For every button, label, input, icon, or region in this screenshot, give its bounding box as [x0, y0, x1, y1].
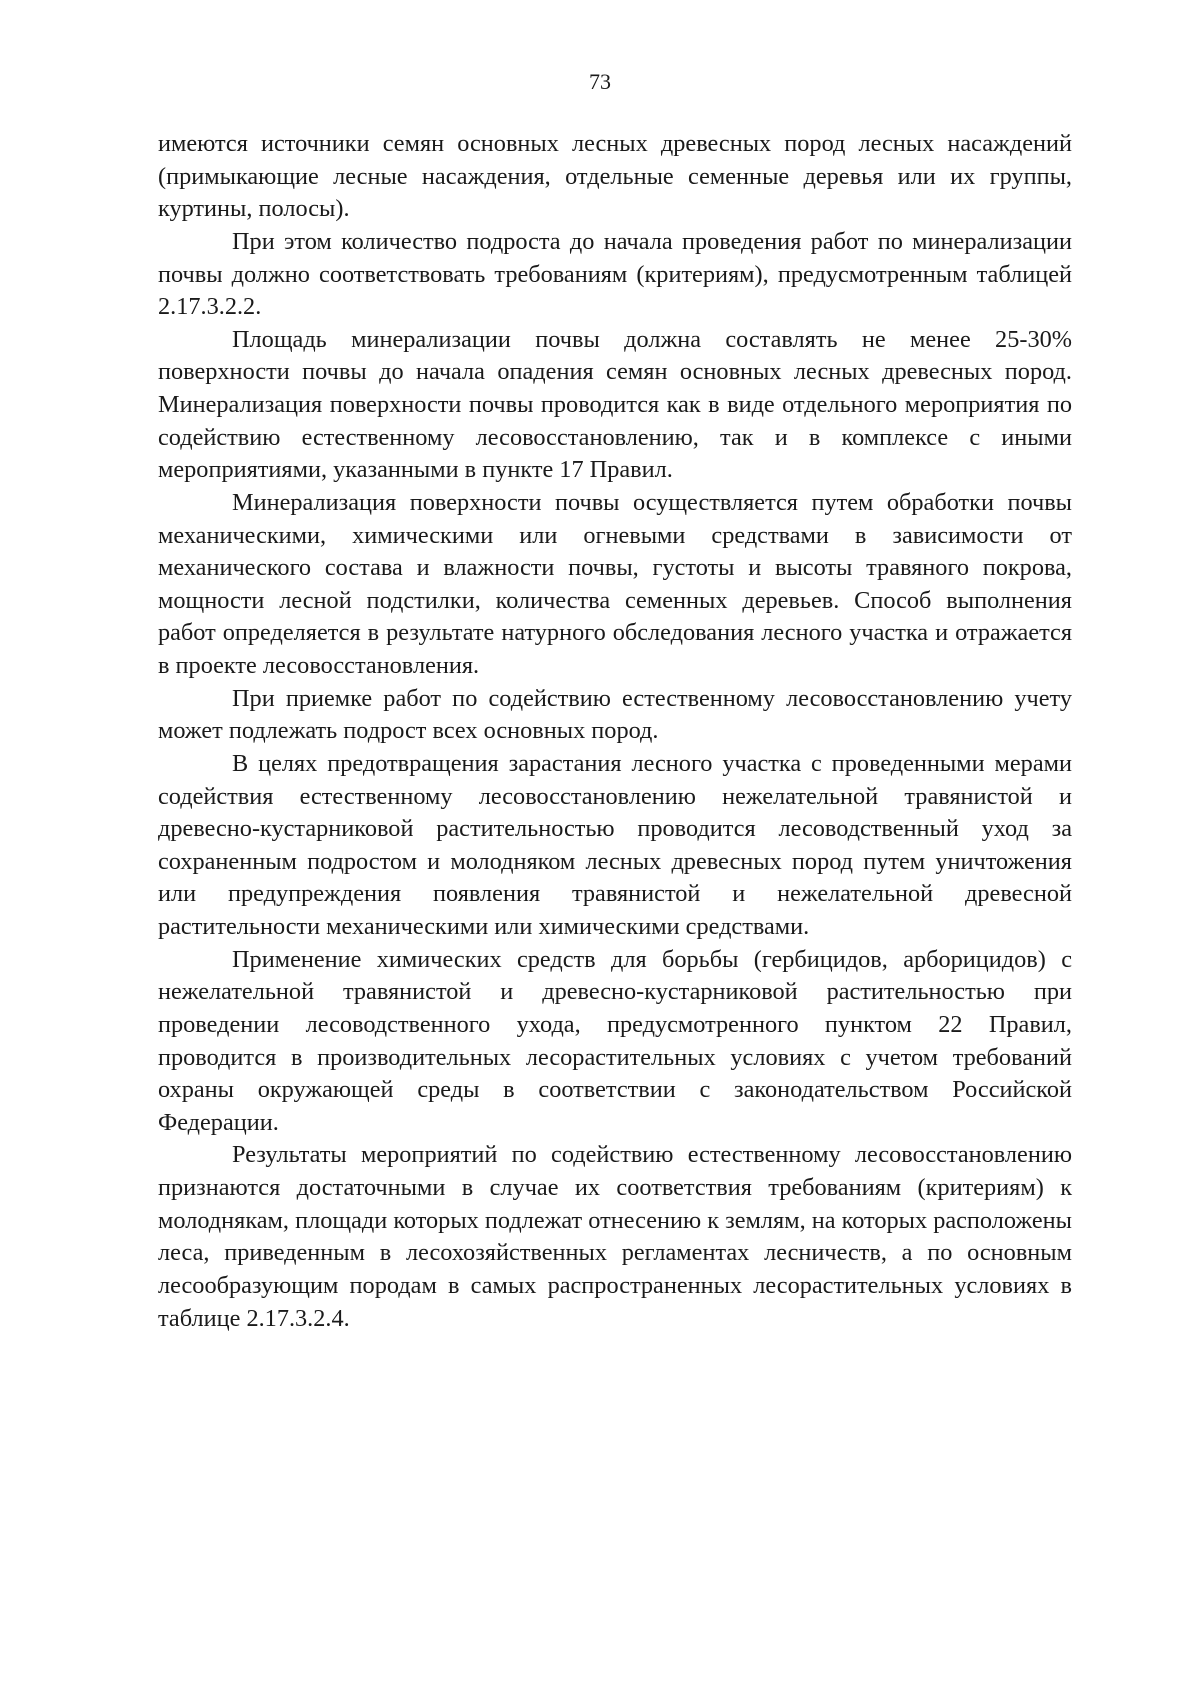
paragraph-continuation: имеются источники семян основных лесных древесных пород лесных насаждений (примыкающие лесные насаждения, отдельные семенные деревья или их группы, куртины, полосы). — [158, 130, 1072, 223]
paragraph-subgrowth-quantity: При этом количество подроста до начала проведения работ по минерализации почвы должно соответствовать требованиям (критериям), предусмотренным таблицей 2.17.3.2.2. — [158, 227, 1072, 321]
paragraph-results: Результаты мероприятий по содействию естественному лесовосстановлению признаются достаточными в случае их соответствия требованиям (критериям) к молоднякам, площади которых подлежат отнесению к землям, на которых расположены леса, приведенным в лесохозяйственных регламентах лесничеств, а по основным лесообразующим породам в самых распространенных лесорастительных условиях в таблице 2.17.3.2.4. — [158, 1141, 1072, 1332]
paragraph-mineralization-methods: Минерализация поверхности почвы осуществляется путем обработки почвы механическими, химическими или огневыми средствами в зависимости от механического состава и влажности почвы, густоты и высоты травяного покрова, мощности лесной подстилки, количества семенных деревьев. Способ выполнения работ определяется в результате натурного обследования лесного участка и отражается в проекте лесовосстановления. — [158, 488, 1072, 679]
paragraph-mineralization-area: Площадь минерализации почвы должна составлять не менее 25-30% поверхности почвы до начала опадения семян основных лесных древесных пород. Минерализация поверхности почвы проводится как в виде отдельного мероприятия по содействию естественному лесовосстановлению, так и в комплексе с иными мероприятиями, указанными в пункте 17 Правил. — [158, 325, 1072, 484]
page-number: 73 — [589, 69, 611, 94]
paragraph-overgrowth-prevention: В целях предотвращения зарастания лесного участка с проведенными мерами содействия естественному лесовосстановлению нежелательной травянистой и древесно-кустарниковой растительностью проводится лесоводственный уход за сохраненным подростом и молодняком лесных древесных пород путем уничтожения или предупреждения появления травянистой и нежелательной древесной растительности механическими или химическими средствами. — [158, 749, 1072, 940]
paragraph-acceptance: При приемке работ по содействию естественному лесовосстановлению учету может подлежать подрост всех основных пород. — [158, 684, 1072, 745]
paragraph-chemical-means: Применение химических средств для борьбы (гербицидов, арборицидов) с нежелательной травянистой и древесно-кустарниковой растительностью при проведении лесоводственного ухода, предусмотренного пунктом 22 Правил, проводится в производительных лесорастительных условиях с учетом требований охраны окружающей среды в соответствии с законодательством Российской Федерации. — [158, 945, 1072, 1136]
body-text — [158, 128, 1072, 1335]
